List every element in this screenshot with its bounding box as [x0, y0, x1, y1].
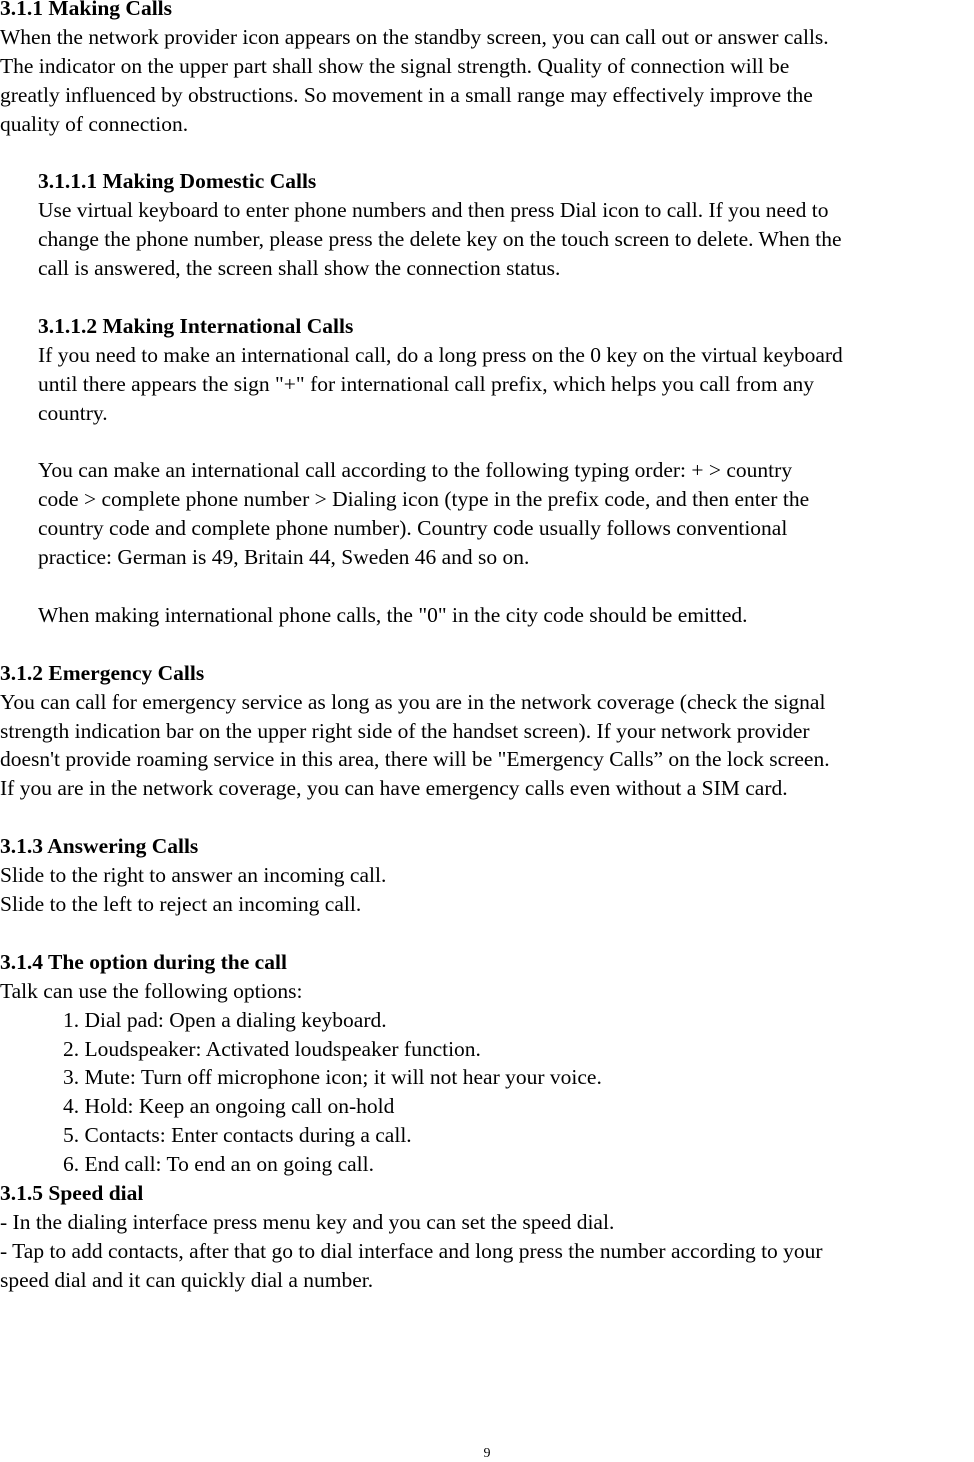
section-answering-calls [0, 832, 974, 919]
section-speed-dial [0, 1179, 974, 1295]
text-line: greatly influenced by obstructions. So movement in a small range may effectively improve the [0, 82, 813, 107]
text-line: country code and complete phone number). Country code usually follows conventional [38, 516, 788, 541]
text-line: speed dial and it can quickly dial a number. [0, 1267, 374, 1292]
section-call-options [0, 948, 974, 1179]
list-item: 6. End call: To end an on going call. [63, 1152, 374, 1177]
text-line: code > complete phone number > Dialing icon (type in the prefix code, and then enter the [38, 487, 810, 512]
text-line: If you are in the network coverage, you can have emergency calls even without a SIM card. [0, 776, 788, 801]
heading-making-calls: 3.1.1 Making Calls [0, 0, 173, 20]
spacer [0, 630, 974, 659]
heading-international-calls: 3.1.1.2 Making International Calls [38, 313, 354, 338]
text-line: call is answered, the screen shall show the connection status. [38, 256, 561, 281]
section-emergency-calls [0, 659, 974, 804]
text-line: The indicator on the upper part shall show the signal strength. Quality of connection will be [0, 53, 790, 78]
heading-speed-dial: 3.1.5 Speed dial [0, 1181, 144, 1206]
spacer [0, 919, 974, 948]
heading-call-options: 3.1.4 The option during the call [0, 949, 287, 974]
text-line: country. [38, 400, 108, 425]
text-line: Use virtual keyboard to enter phone numbers and then press Dial icon to call. If you need to [38, 198, 829, 223]
heading-domestic-calls: 3.1.1.1 Making Domestic Calls [38, 169, 317, 194]
list-item: 2. Loudspeaker: Activated loudspeaker function. [63, 1036, 481, 1061]
heading-emergency-calls: 3.1.2 Emergency Calls [0, 660, 205, 685]
spacer [38, 428, 974, 457]
spacer [38, 572, 974, 601]
text-line: doesn't provide roaming service in this area, there will be "Emergency Calls” on the lock screen. [0, 747, 830, 772]
text-line: quality of connection. [0, 111, 189, 136]
text-line: When the network provider icon appears on the standby screen, you can call out or answer calls. [0, 24, 829, 49]
text-line: - Tap to add contacts, after that go to dial interface and long press the number according to your [0, 1238, 823, 1263]
section-domestic-calls [0, 167, 974, 283]
text-line: change the phone number, please press the delete key on the touch screen to delete. When the [38, 227, 842, 252]
options-list [0, 1006, 974, 1179]
text-line: You can call for emergency service as long as you are in the network coverage (check the signal [0, 689, 826, 714]
section-international-calls [0, 312, 974, 630]
list-item: 3. Mute: Turn off microphone icon; it will not hear your voice. [63, 1065, 602, 1090]
text-line: If you need to make an international call, do a long press on the 0 key on the virtual keyboard [38, 342, 843, 367]
section-making-calls [0, 0, 974, 139]
text-line: Slide to the right to answer an incoming call. [0, 863, 387, 888]
text-line: strength indication bar on the upper right side of the handset screen). If your network provider [0, 718, 810, 743]
list-item: 4. Hold: Keep an ongoing call on-hold [63, 1094, 395, 1119]
text-line: practice: German is 49, Britain 44, Sweden 46 and so on. [38, 545, 530, 570]
text-line: Slide to the left to reject an incoming call. [0, 892, 362, 916]
text-line: until there appears the sign "+" for international call prefix, which helps you call from any [38, 371, 814, 396]
list-item: 1. Dial pad: Open a dialing keyboard. [63, 1007, 387, 1032]
text-line: You can make an international call according to the following typing order: + > country [38, 458, 793, 483]
spacer [0, 283, 974, 312]
page-number: 9 [483, 1446, 491, 1461]
list-item: 5. Contacts: Enter contacts during a call. [63, 1123, 412, 1148]
text-line: When making international phone calls, the "0" in the city code should be emitted. [38, 602, 748, 627]
options-intro: Talk can use the following options: [0, 978, 303, 1003]
spacer [0, 139, 974, 168]
text-line: - In the dialing interface press menu key and you can set the speed dial. [0, 1209, 615, 1234]
heading-answering-calls: 3.1.3 Answering Calls [0, 834, 199, 859]
spacer [0, 803, 974, 832]
